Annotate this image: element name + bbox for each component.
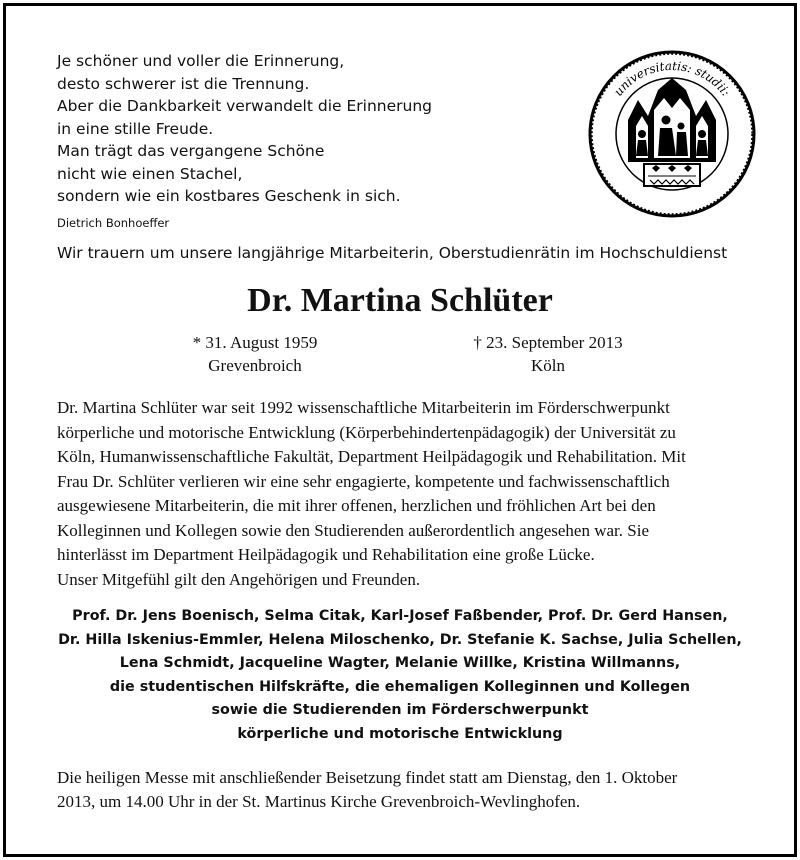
- signers-line: Dr. Hilla Iskenius-Emmler, Helena Miloschenko, Dr. Stefanie K. Sachse, Julia Schellen,: [58, 631, 742, 648]
- signers-line: körperliche und motorische Entwicklung: [237, 725, 563, 742]
- body-line: Köln, Humanwissenschaftliche Fakultät, Department Heilpädagogik und Rehabilitation. Mit: [57, 447, 686, 466]
- body-line: Dr. Martina Schlüter war seit 1992 wissenschaftliche Mitarbeiterin im Förderschwerpunkt: [57, 398, 670, 417]
- quote-line: in eine stille Freude.: [57, 119, 214, 138]
- signers-line: die studentischen Hilfskräfte, die ehemaligen Kolleginnen und Kollegen: [109, 678, 691, 695]
- seal-text-top: universitatis: studii:: [611, 58, 733, 99]
- body-line: Kolleginnen und Kollegen sowie den Studierenden außerordentlich angesehen war. Sie: [57, 520, 649, 540]
- body-line: hinterlässt im Department Heilpädagogik und Rehabilitation eine große Lücke.: [57, 545, 595, 564]
- death-date: † 23. September 2013: [473, 333, 623, 352]
- body-line: körperliche und motorische Entwicklung (Körperbehindertenpädagogik) der Universität zu: [57, 422, 676, 442]
- bonhoeffer-quote: [57, 50, 432, 234]
- signers-block: [0, 605, 800, 746]
- condolence-sentence: Unser Mitgefühl gilt den Angehörigen und Freunden.: [57, 570, 421, 589]
- quote-line: Aber die Dankbarkeit verwandelt die Erinnerung: [57, 97, 432, 115]
- funeral-line: Die heiligen Messe mit anschließender Beisetzung findet statt am Dienstag, den 1. Oktober: [57, 768, 678, 787]
- quote-line: sondern wie ein kostbares Geschenk in sich.: [57, 187, 401, 205]
- body-line: ausgewiesene Mitarbeiterin, die mit ihrer offenen, herzlichen und fröhlichen Art bei den: [57, 496, 656, 515]
- birth-date: * 31. August 1959: [192, 333, 318, 352]
- death-place: Köln: [531, 356, 565, 375]
- funeral-info: [57, 766, 677, 814]
- birth-place: Grevenbroich: [208, 356, 302, 375]
- funeral-line: 2013, um 14.00 Uhr in der St. Martinus Kirche Grevenbroich-Wevlinghofen.: [57, 792, 581, 811]
- signers-line: sowie die Studierenden im Förderschwerpunkt: [211, 702, 589, 718]
- biography-paragraph: [57, 396, 747, 568]
- quote-author: Dietrich Bonhoeffer: [57, 215, 170, 230]
- signers-line: Lena Schmidt, Jacqueline Wagter, Melanie Willke, Kristina Willmanns,: [119, 655, 681, 671]
- deceased-name: Dr. Martina Schlüter: [247, 282, 553, 319]
- intro-sentence: Wir trauern um unsere langjährige Mitarbeiterin, Oberstudienrätin im Hochschuldienst: [57, 244, 728, 262]
- death-info: [448, 331, 648, 377]
- body-line: Frau Dr. Schlüter verlieren wir eine sehr engagierte, kompetente und fachwissenschaftlich: [57, 471, 670, 491]
- quote-line: Man trägt das vergangene Schöne: [57, 142, 325, 160]
- university-seal-icon: [588, 50, 756, 218]
- quote-line: nicht wie einen Stachel,: [57, 164, 243, 183]
- quote-line: desto schwerer ist die Trennung.: [57, 74, 310, 93]
- birth-info: [170, 331, 340, 377]
- quote-line: Je schöner und voller die Erinnerung,: [57, 52, 345, 70]
- signers-line: Prof. Dr. Jens Boenisch, Selma Citak, Karl-Josef Faßbender, Prof. Dr. Gerd Hansen,: [72, 608, 728, 624]
